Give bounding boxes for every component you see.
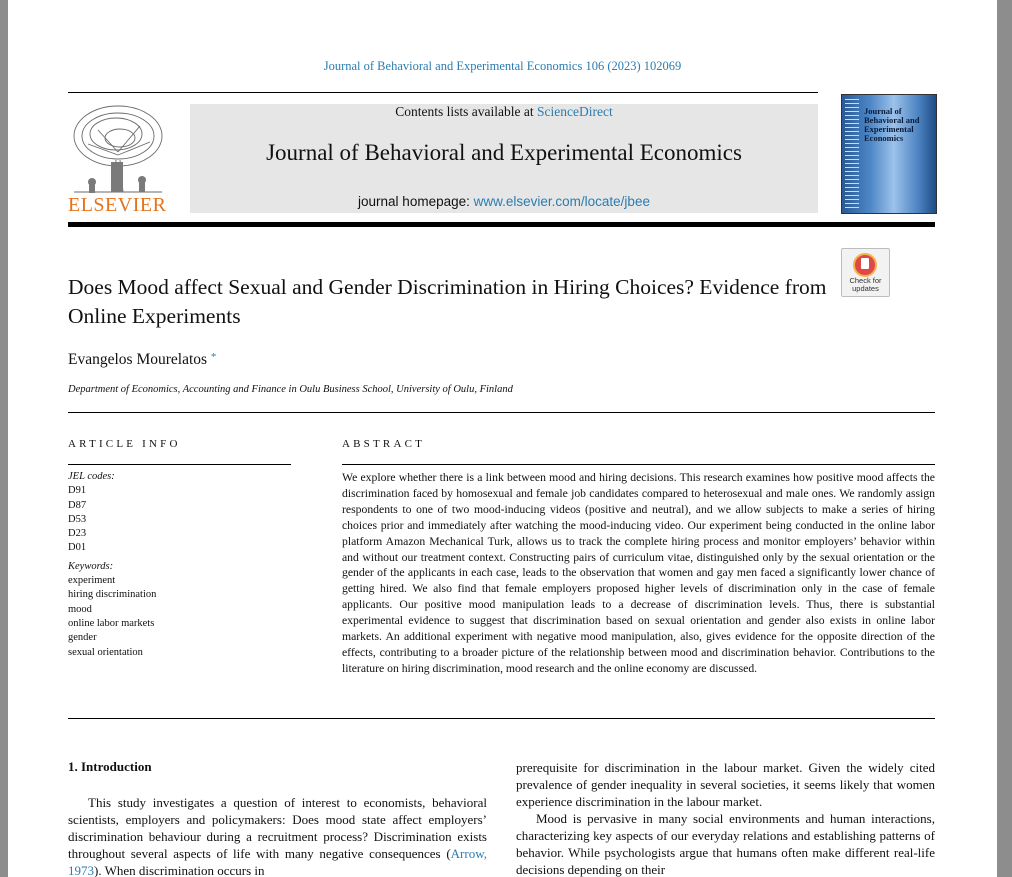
article-info-block — [68, 470, 291, 660]
affiliation: Department of Economics, Accounting and Finance in Oulu Business School, University of Oulu, Finland — [68, 384, 513, 395]
corresponding-author-mark[interactable]: * — [210, 351, 217, 363]
homepage-line — [190, 194, 818, 209]
article-title: Does Mood affect Sexual and Gender Discrimination in Hiring Choices? Evidence from Online Experiments — [68, 275, 827, 328]
citation-link[interactable]: Arrow, 1973 — [68, 846, 487, 877]
section-rule — [68, 412, 935, 413]
introduction-heading: 1. Introduction — [68, 759, 152, 774]
sciencedirect-link[interactable]: ScienceDirect — [537, 104, 613, 119]
check-for-updates-button[interactable] — [841, 248, 890, 297]
contents-line — [190, 104, 818, 120]
intro-right-paragraph-1: prerequisite for discrimination in the labour market. Given the widely cited prevalence of gender inequality in several societies, it seems likely that women experience discrimination in the labour market. — [516, 760, 935, 809]
keyword: mood — [68, 603, 92, 615]
homepage-link[interactable]: www.elsevier.com/locate/jbee — [473, 194, 650, 209]
journal-title: Journal of Behavioral and Experimental Economics — [266, 140, 742, 165]
jel-code: D53 — [68, 513, 87, 525]
keyword: gender — [68, 632, 97, 644]
cover-title: Journal of Behavioral and Experimental Economics — [864, 106, 920, 143]
keyword: hiring discrimination — [68, 589, 157, 601]
intro-text-cont: ). When discrimination occurs in — [94, 863, 265, 877]
jel-code: D23 — [68, 528, 87, 540]
intro-right-paragraph-2: Mood is pervasive in many social environments and human interactions, characterizing key aspects of our everyday relations and establishing patterns of behavior. While psychologists argue that humans often make different real-life decisions depending on their — [516, 811, 935, 877]
article-info-rule — [68, 464, 291, 465]
check-updates-icon — [853, 253, 877, 277]
abstract-end-rule — [68, 718, 935, 719]
abstract-rule — [342, 464, 935, 465]
contents-prefix: Contents lists available at — [395, 104, 537, 119]
jel-code: D01 — [68, 542, 87, 554]
check-updates-label: Check for updates — [849, 276, 882, 293]
header-rule — [68, 92, 818, 93]
intro-left-column — [68, 794, 487, 877]
keyword: experiment — [68, 575, 116, 587]
paper-page — [8, 0, 997, 877]
jel-code: D91 — [68, 485, 87, 497]
jel-code: D87 — [68, 499, 87, 511]
cover-text-lines — [845, 99, 859, 209]
abstract-text: We explore whether there is a link between mood and hiring decisions. This research examines how positive mood affects the discrimination faced by homosexual and female job candidates compared to heterosexual and male ones. We randomly assign respondents to one of two mood-inducing videos (positive and neutral), and we allow subjects to make a series of hiring choices prior and immediately after watching the mood-inducing video. Our experiment being conducted in the online labor platform Amazon Mechanical Turk, allows us to track the complete hiring process and monitor employers’ behavior within and without our treatment context. Constructing pairs of curriculum vitae, distinguished only by the sexual orientation or the gender of the applicants in each case, leads to the observation that women and gay men faced a significantly lower chance of getting hired. We also find that female employers proposed higher levels of discrimination only in the case of female applicants. Our positive mood manipulation leads to a decrease of discrimination levels. Thus, there is substantial experimental evidence to suggest that discrimination based on sexual orientation and gender also exists in online labor markets. An additional experiment with negative mood manipulation, also, gives evidence for the opposite direction of the effects, contributing to a broader picture of the relationship between mood and discrimination behavior. Contributions to the literature on hiring discrimination, mood research and the online economy are discussed. — [342, 471, 935, 675]
publisher-wordmark[interactable]: ELSEVIER — [68, 194, 167, 216]
jel-label: JEL codes: — [68, 471, 115, 482]
journal-cover-thumbnail[interactable] — [841, 94, 937, 214]
author-line — [68, 351, 216, 369]
intro-right-column — [516, 759, 935, 877]
intro-text: This study investigates a question of interest to economists, behavioral scientists, employers and policymakers: Does mood state affect employers’ discrimination behaviour during a recruitment process? Discrimination exists throughout several aspects of life with many negative consequences ( — [68, 795, 487, 861]
article-info-heading: ARTICLE INFO — [68, 438, 181, 450]
homepage-prefix: journal homepage: — [358, 194, 474, 209]
journal-banner — [190, 104, 818, 213]
keywords-label: Keywords: — [68, 560, 114, 572]
keyword: online labor markets — [68, 617, 155, 629]
abstract-heading: ABSTRACT — [342, 438, 426, 450]
author-name[interactable]: Evangelos Mourelatos — [68, 351, 208, 368]
keyword: sexual orientation — [68, 646, 143, 658]
header-thick-rule — [68, 222, 935, 227]
journal-reference[interactable]: Journal of Behavioral and Experimental Economics 106 (2023) 102069 — [323, 59, 682, 73]
